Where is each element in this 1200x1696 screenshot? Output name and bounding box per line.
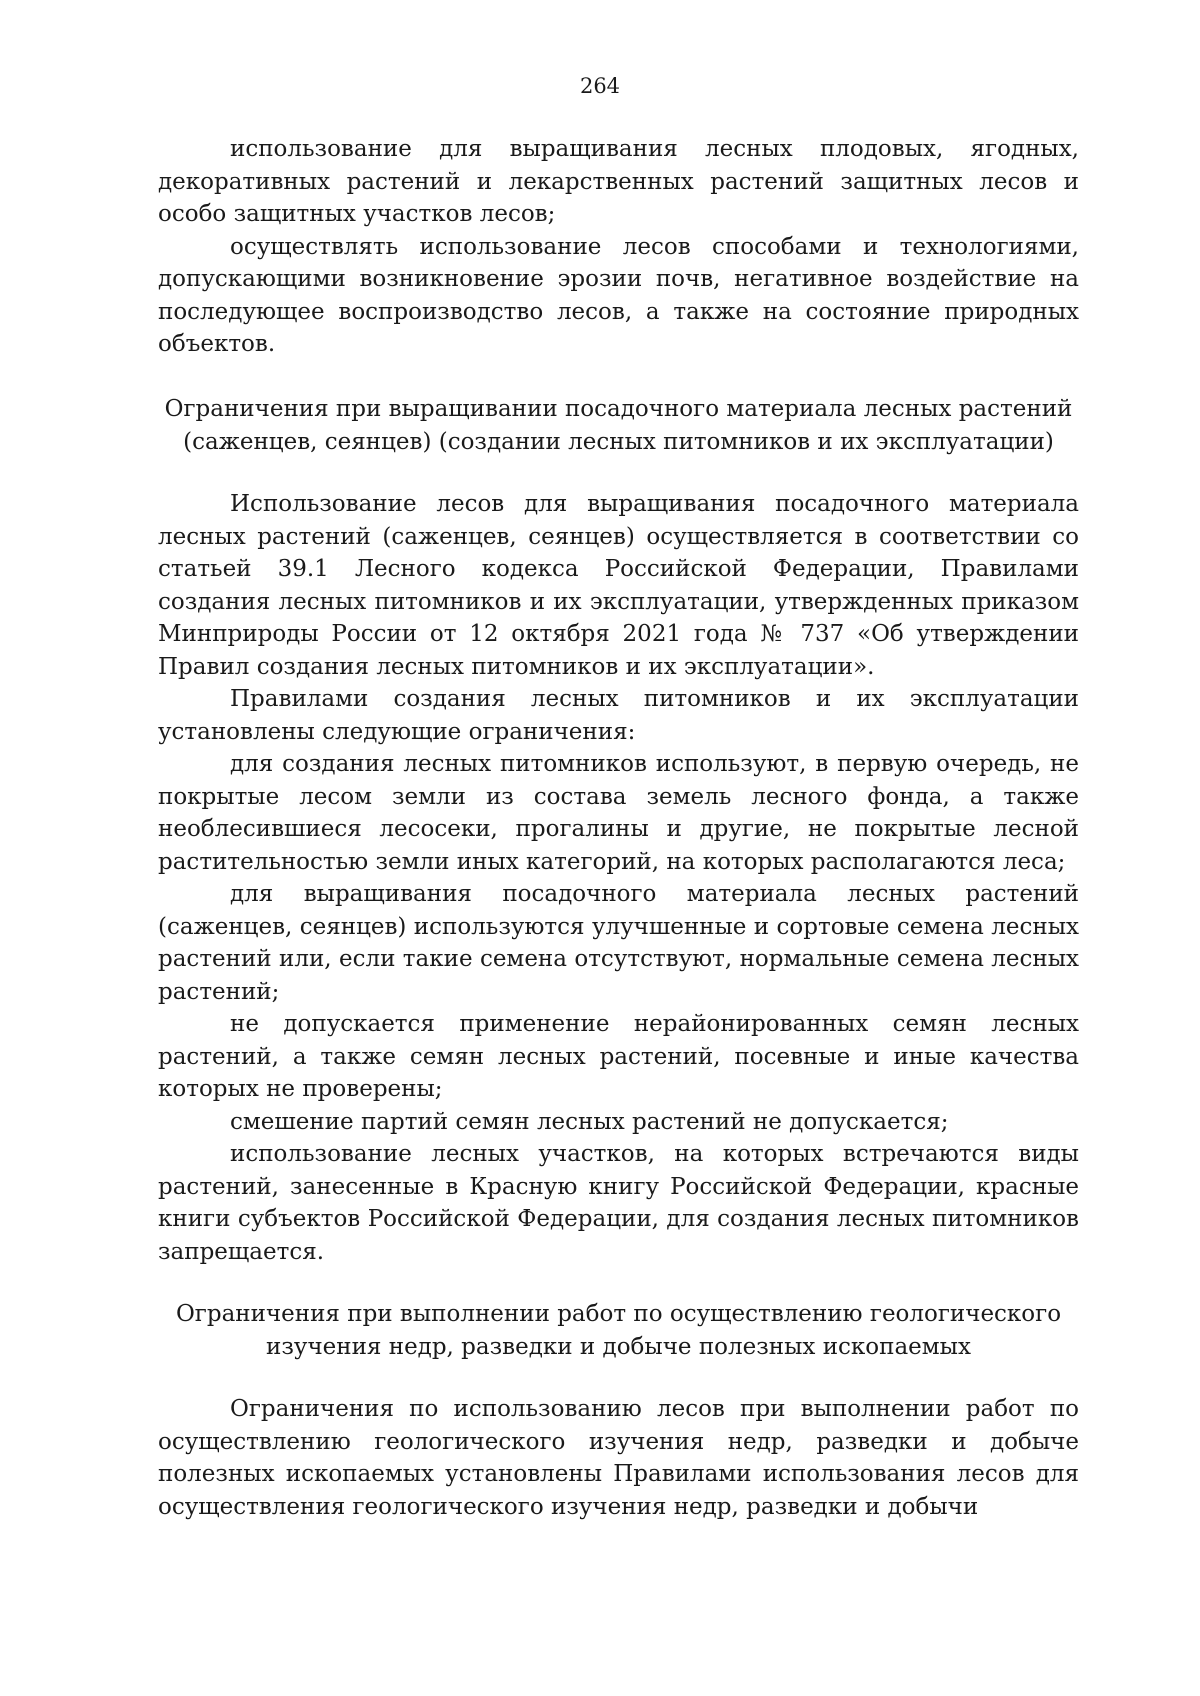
paragraph: Правилами создания лесных питомников и их эксплуатации установлены следующие ограничения:: [158, 686, 1079, 745]
paragraph: осуществлять использование лесов способами и технологиями, допускающими возникновение эрозии почв, негативное воздействие на последующее воспроизводство лесов, а также на состояние природных объектов.: [158, 233, 1079, 357]
section-heading-line: (саженцев, сеянцев) (создании лесных питомников и их эксплуатации): [183, 428, 1054, 455]
paragraph: для создания лесных питомников используют, в первую очередь, не покрытые лесом земли из состава земель лесного фонда, а также необлесившиеся лесосеки, прогалины и другие, не покрытые лесной растительностью земли иных категорий, на которых располагаются леса;: [158, 751, 1079, 875]
section-heading: [158, 393, 1079, 458]
paragraph: использование для выращивания лесных плодовых, ягодных, декоративных растений и лекарственных растений защитных лесов и особо защитных участков лесов;: [158, 136, 1079, 227]
paragraph: для выращивания посадочного материала лесных растений (саженцев, сеянцев) используются улучшенные и сортовые семена лесных растений или, если такие семена отсутствуют, нормальные семена лесных растений;: [158, 881, 1079, 1005]
section-heading: [158, 1298, 1079, 1363]
section-heading-line: Ограничения при выращивании посадочного материала лесных растений: [164, 396, 1073, 422]
paragraph: не допускается применение нерайонированных семян лесных растений, а также семян лесных растений, посевные и иные качества которых не проверены;: [158, 1011, 1079, 1102]
paragraph: Использование лесов для выращивания посадочного материала лесных растений (саженцев, сеянцев) осуществляется в соответствии со статьей 39.1 Лесного кодекса Российской Федерации, Правилами создания лесных питомников и их эксплуатации, утвержденных приказом Минприроды России от 12 октября 2021 года № 737 «Об утверждении Правил создания лесных питомников и их эксплуатации».: [158, 491, 1079, 680]
paragraph: Ограничения по использованию лесов при выполнении работ по осуществлению геологического изучения недр, разведки и добыче полезных ископаемых установлены Правилами использования лесов для осуществления геологического изучения недр, разведки и добычи: [158, 1396, 1079, 1520]
paragraph: смешение партий семян лесных растений не допускается;: [230, 1108, 949, 1135]
section-heading-line: Ограничения при выполнении работ по осуществлению геологического: [175, 1301, 1062, 1327]
intro-text: [158, 133, 1079, 361]
paragraph: использование лесных участков, на которых встречаются виды растений, занесенные в Красную книгу Российской Федерации, красные книги субъектов Российской Федерации, для создания лесных питомников запрещается.: [158, 1141, 1079, 1265]
section-body: [158, 1393, 1079, 1523]
page-number: 264: [579, 74, 621, 98]
section-heading-line: изучения недр, разведки и добыче полезных ископаемых: [266, 1333, 971, 1360]
section-body: [158, 488, 1079, 1268]
